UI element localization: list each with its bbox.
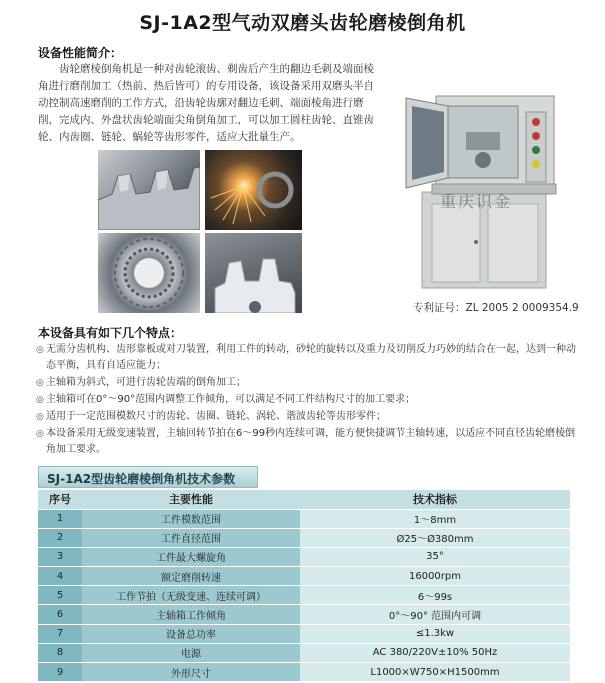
patent-number: 专利证号：ZL 2005 2 0009354.9 [413,302,579,314]
spur-gear-photo [205,233,302,313]
table-row: 6 主轴箱工作倾角 0°～90° 范围内可调 [38,605,570,624]
features-list [36,342,576,459]
bullet-icon: ◎ [36,429,44,439]
page-title: SJ-1A2型气动双磨头齿轮磨棱倒角机 [139,12,466,34]
spec-table [38,490,570,682]
bullet-icon: ◎ [36,395,44,405]
table-header-row [38,490,570,509]
table-row: 2 工件直径范围 Ø25～Ø380mm [38,528,570,547]
intro-text: 齿轮磨棱倒角机是一种对齿轮滚齿、剃齿后产生的翻边毛刺及端面棱角进行磨削加工（热前、热后皆可）的专用设备，该设备采用双磨头半自动控制高速磨削的工作方式，沿齿轮齿廓对翻边毛刺、端面棱角进行磨削，完成内、外盘状齿轮端面尖角倒角加工，可以加工圆柱齿轮、直锥齿轮、内齿圈、链轮、蜗轮等齿形零件，适应大批量生产。 [38,63,374,143]
internal-gear-ring-photo [98,233,200,313]
header-index: 序号 [38,490,82,509]
list-item: ◎ 主轴箱为斜式，可进行齿轮齿端的倒角加工； [36,375,576,391]
list-item: ◎ 适用于一定范围模数尺寸的齿轮、齿圈、链轮、涡轮、谐波齿轮等齿形零件； [36,409,576,425]
bullet-icon: ◎ [36,412,44,422]
features-heading: 本设备具有如下几个特点： [38,326,183,340]
intro-heading: 设备性能简介： [38,46,123,60]
table-row: 1 工件模数范围 1～8mm [38,509,570,528]
spec-table-title: SJ-1A2型齿轮磨棱倒角机技术参数 [38,466,258,488]
list-item: ◎ 主轴箱可在0°～90°范围内调整工作倾角，可以满足不同工件结构尺寸的加工要求； [36,392,576,408]
table-row: 7 设备总功率 ≤1.3kw [38,624,570,643]
table-row: 4 额定磨削转速 16000rpm [38,567,570,586]
header-feature: 主要性能 [82,490,300,509]
list-item: ◎ 本设备采用无级变速装置，主轴回转节拍在6～99秒内连续可调，能方便快捷调节主轴转速，以适应不同直径齿轮磨棱倒角加工要求。 [36,428,576,455]
list-item: ◎ 无需分齿机构、齿形靠板或对刀装置，利用工件的转动，砂轮的旋转以及重力及切削反力巧妙的结合在一起，达到一种动态平衡，具有自适应能力； [36,344,576,371]
header-spec: 技术指标 [300,490,570,509]
grinding-sparks-photo [205,150,302,230]
bullet-icon: ◎ [36,378,44,388]
table-row: 8 电源 AC 380/220V±10% 50Hz [38,643,570,662]
bullet-icon: ◎ [36,345,44,355]
gear-tooth-photo [98,150,200,230]
table-row: 3 工件最大螺旋角 35° [38,547,570,566]
table-row: 9 外形尺寸 L1000×W750×H1500mm [38,663,570,682]
table-row: 5 工作节拍（无级变速、连续可调） 6～99s [38,586,570,605]
watermark-text: 重庆识金 [440,192,513,211]
